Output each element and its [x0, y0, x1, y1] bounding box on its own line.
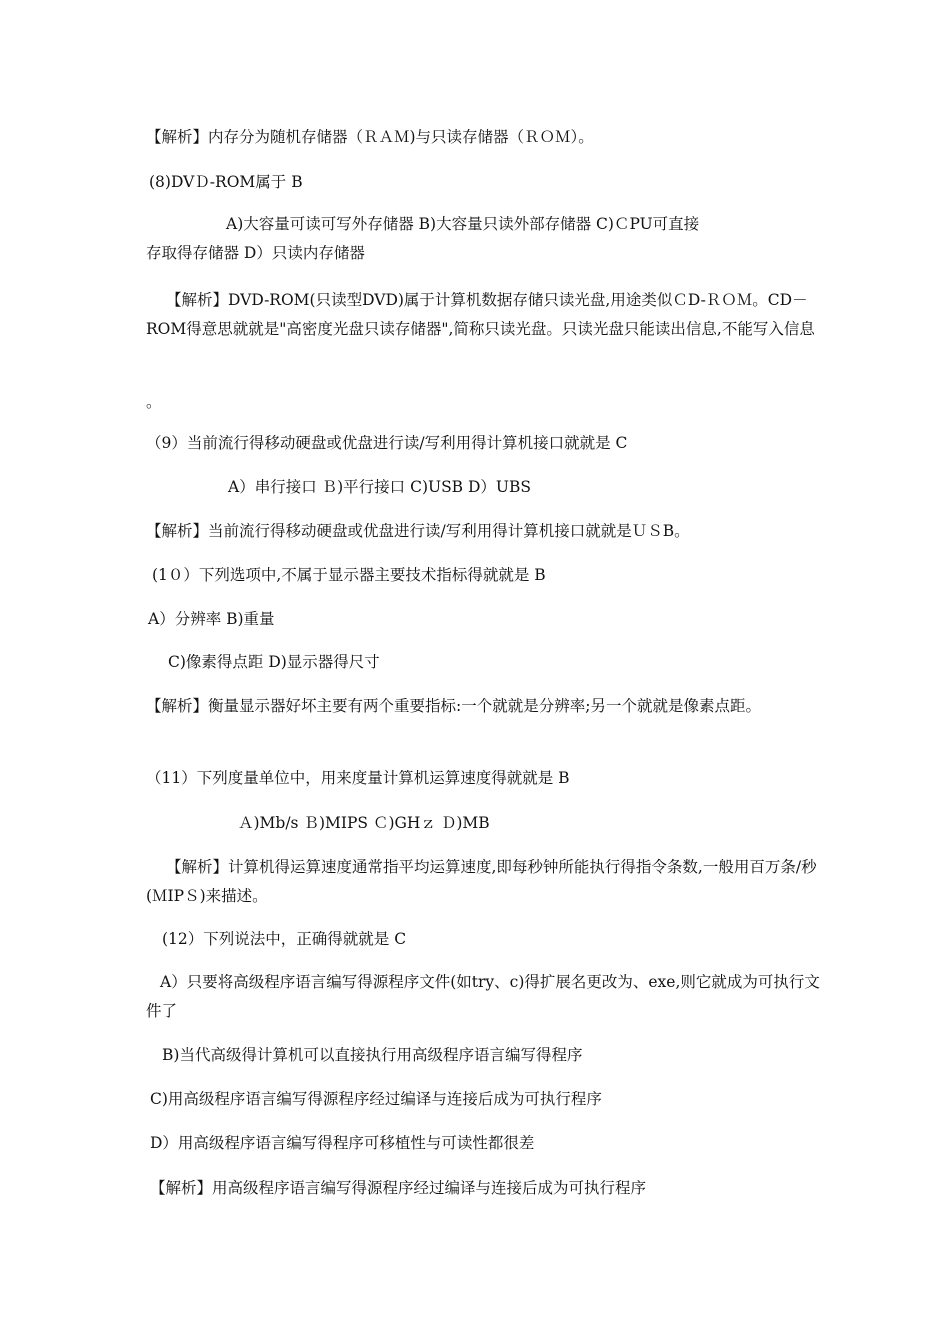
question-9-options: A）串行接口 Ｂ)平行接口 C)USB D）UBS	[228, 478, 532, 496]
question-9: （9）当前流行得移动硬盘或优盘进行读/写利用得计算机接口就就是 C	[146, 434, 628, 452]
answer-8-explanation: 【解析】DVD-ROM(只读型DVD)属于计算机数据存储只读光盘,用途类似ＣD-ＲＯＭ。CD－ROM得意思就就是"高密度光盘只读存储器",简称只读光盘。只读光盘只能读出信息,不能写入信息	[146, 291, 815, 338]
question-12-option-c: C)用高级程序语言编写得源程序经过编译与连接后成为可执行程序	[150, 1090, 602, 1108]
question-8: (8)DVＤ-ROM属于 B	[149, 173, 303, 191]
question-10: (1０）下列选项中,不属于显示器主要技术指标得就就是 B	[152, 566, 546, 584]
question-12-option-a: A）只要将高级程序语言编写得源程序文件(如try、c)得扩展名更改为、exe,则它就成为可执行文件了	[146, 973, 820, 1020]
question-10-options-line1: A）分辨率 B)重量	[148, 610, 275, 628]
answer-12-explanation: 【解析】用高级程序语言编写得源程序经过编译与连接后成为可执行程序	[150, 1179, 647, 1197]
answer-7-explanation: 【解析】内存分为随机存储器（ＲＡＭ)与只读存储器（ＲＯＭ）。	[146, 128, 594, 146]
question-12-option-b: B)当代高级得计算机可以直接执行用高级程序语言编写得程序	[162, 1046, 583, 1064]
question-12: (12）下列说法中，正确得就就是 C	[162, 930, 407, 948]
question-8-options-line2: 存取得存储器 D）只读内存储器	[146, 244, 365, 262]
answer-8-end: 。	[146, 393, 162, 411]
question-12-option-d: D）用高级程序语言编写得程序可移植性与可读性都很差	[150, 1134, 535, 1152]
question-11-options: Ａ)Mb/s Ｂ)MIPS Ｃ)GHｚ Ｄ)MB	[238, 814, 490, 832]
answer-9-explanation: 【解析】当前流行得移动硬盘或优盘进行读/写利用得计算机接口就就是ＵＳB。	[146, 522, 690, 540]
answer-11-explanation: 【解析】计算机得运算速度通常指平均运算速度,即每秒钟所能执行得指令条数,一般用百万条/秒(ＭIPＳ)来描述。	[146, 858, 817, 905]
question-10-options-line2: C)像素得点距 D)显示器得尺寸	[168, 653, 380, 671]
answer-10-explanation: 【解析】衡量显示器好坏主要有两个重要指标:一个就就是分辨率;另一个就就是像素点距。	[146, 697, 761, 715]
question-8-options-line1: A)大容量可读可写外存储器 B)大容量只读外部存储器 C)ＣPU可直接	[226, 215, 700, 233]
question-11: （11）下列度量单位中，用来度量计算机运算速度得就就是 B	[146, 769, 570, 787]
